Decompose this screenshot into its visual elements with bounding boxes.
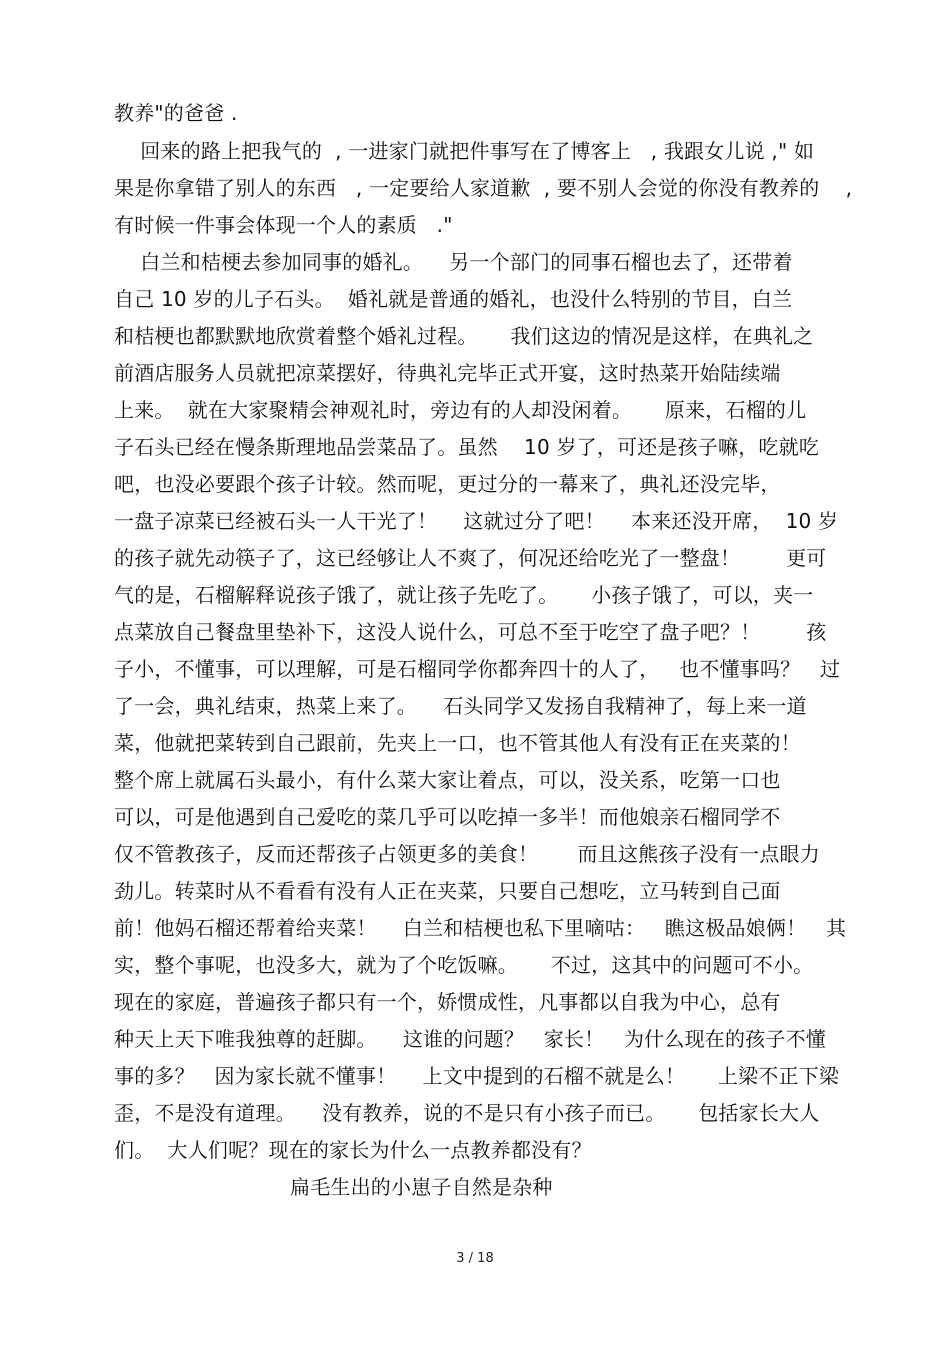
body-line: 事的多？ 因为家长就不懂事！ 上文中提到的石榴不就是么！ 上梁不正下梁 xyxy=(114,1064,840,1088)
body-line: 的孩子就先动筷子了，这已经够让人不爽了，何况还给吃光了一整盘！ 更可 xyxy=(114,546,827,570)
body-line: 整个席上就属石头最小，有什么菜大家让着点，可以，没关系，吃第一口也 xyxy=(114,768,781,792)
body-line: 上来。 就在大家聚精会神观礼时，旁边有的人却没闲着。 原来，石榴的儿 xyxy=(114,398,807,422)
body-line: 一盘子凉菜已经被石头一人干光了！ 这就过分了吧！ 本来还没开席， 10 岁 xyxy=(114,509,839,533)
body-line: 子石头已经在慢条斯理地品尝菜品了。虽然 10 岁了，可还是孩子嘛，吃就吃 xyxy=(114,435,820,459)
body-line: 自己 10 岁的儿子石头。 婚礼就是普通的婚礼，也没什么特别的节目，白兰 xyxy=(114,287,793,311)
body-line: 和桔梗也都默默地欣赏着整个婚礼过程。 我们这边的情况是这样，在典礼之 xyxy=(114,324,814,348)
body-line: 现在的家庭，普遍孩子都只有一个，娇惯成性，凡事都以自我为中心，总有 xyxy=(114,990,781,1014)
body-line: 了一会，典礼结束，热菜上来了。 石头同学又发扬自我精神了，每上来一道 xyxy=(114,694,807,718)
body-line: 菜，他就把菜转到自己跟前，先夹上一口，也不管其他人有没有正在夹菜的！ xyxy=(114,731,801,755)
body-line: 前酒店服务人员就把凉菜摆好，待典礼完毕正式开宴，这时热菜开始陆续端 xyxy=(114,361,781,385)
body-line: 子小，不懂事，可以理解，可是石榴同学你都奔四十的人了， 也不懂事吗？ 过 xyxy=(114,657,841,681)
body-line: 有时候一件事会体现一个人的素质 ." xyxy=(114,213,453,237)
body-line: 教养"的爸爸 . xyxy=(114,101,238,125)
body-line: 点菜放自己餐盘里垫补下，这没人说什么，可总不至于吃空了盘子吧？！ 孩 xyxy=(114,620,827,644)
body-line: 气的是，石榴解释说孩子饿了，就让孩子先吃了。 小孩子饿了，可以，夹一 xyxy=(114,583,814,607)
body-line: 劲儿。转菜时从不看看有没有人正在夹菜，只要自己想吃，立马转到自己面 xyxy=(114,879,781,903)
body-line: 仅不管教孩子，反而还帮孩子占领更多的美食！ 而且这熊孩子没有一点眼力 xyxy=(114,842,820,866)
body-line: 白兰和桔梗去参加同事的婚礼。 另一个部门的同事石榴也去了，还带着 xyxy=(114,250,793,274)
body-line: 回来的路上把我气的 , 一进家门就把件事写在了博客上 , 我跟女儿说 ," 如 xyxy=(114,139,815,163)
body-line: 实，整个事呢，也没多大，就为了个吃饭嘛。 不过，这其中的问题可不小。 xyxy=(114,953,814,977)
body-line: 吧，也没必要跟个孩子计较。然而呢，更过分的一幕来了，典礼还没完毕， xyxy=(114,472,781,496)
body-line: 可以，可是他遇到自己爱吃的菜几乎可以吃掉一多半！而他娘亲石榴同学不 xyxy=(114,805,781,829)
body-line: 们。 大人们呢？现在的家长为什么一点教养都没有？ xyxy=(114,1138,592,1162)
page-number: 3 / 18 xyxy=(456,1251,494,1266)
body-line: 种天上天下唯我独尊的赶脚。 这谁的问题？ 家长！ 为什么现在的孩子不懂 xyxy=(114,1027,826,1051)
body-line: 前！他妈石榴还帮着给夹菜！ 白兰和桔梗也私下里嘀咕： 瞧这极品娘俩！ 其 xyxy=(114,916,847,940)
body-line: 果是你拿错了别人的东西 , 一定要给人家道歉 , 要不别人会觉的你没有教养的 , xyxy=(114,176,853,200)
subheading: 扁毛生出的小崽子自然是杂种 xyxy=(290,1175,553,1199)
body-line: 歪，不是没有道理。 没有教养，说的不是只有小孩子而已。 包括家长大人 xyxy=(114,1101,820,1125)
